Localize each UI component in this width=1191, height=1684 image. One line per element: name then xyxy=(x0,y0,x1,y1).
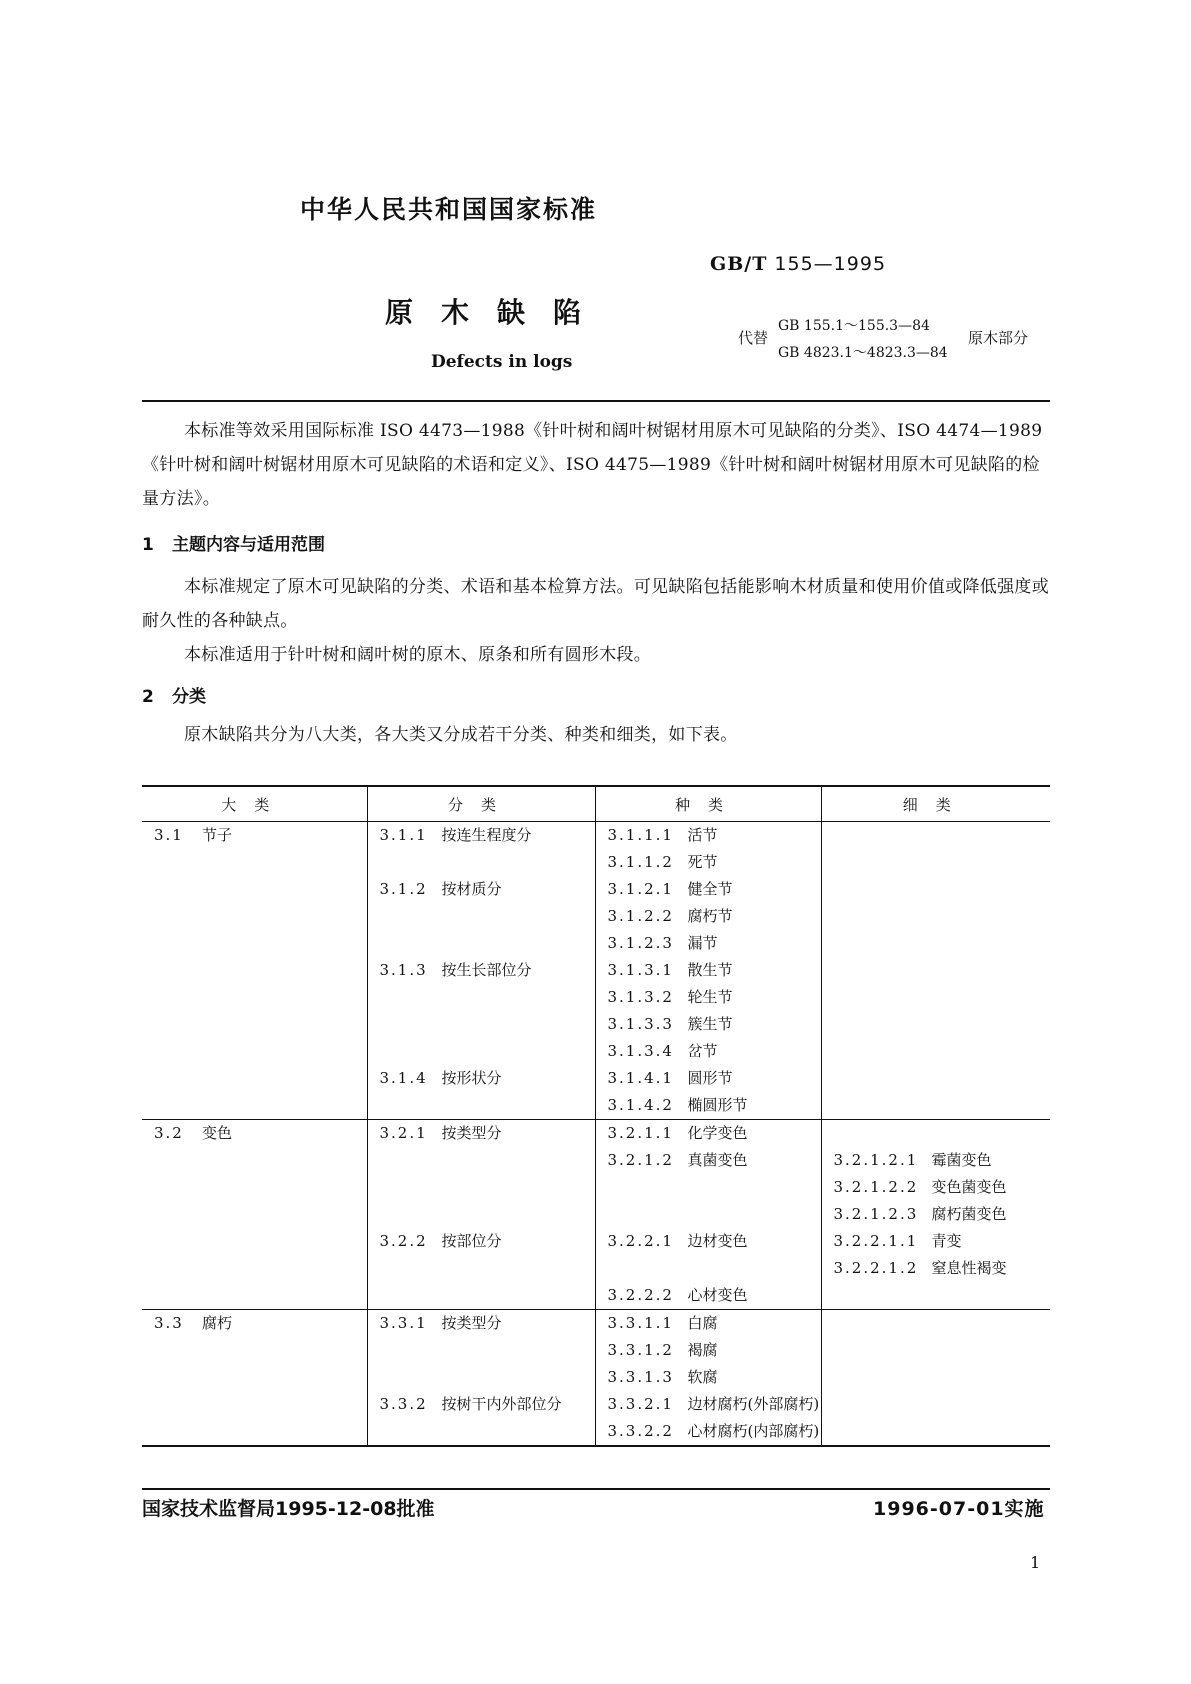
table-cell xyxy=(821,1364,1050,1391)
cell-code: 3.3.1.1 xyxy=(607,1314,674,1332)
cell-code: 3.3 xyxy=(154,1314,184,1332)
table-cell xyxy=(367,903,595,930)
cell-text: 软腐 xyxy=(687,1368,718,1386)
table-header-cell: 种类 xyxy=(595,786,821,822)
cell-text: 青变 xyxy=(931,1232,962,1250)
table-cell xyxy=(367,1418,595,1446)
cell-code: 3.1.3.4 xyxy=(607,1042,674,1060)
cell-text: 变色 xyxy=(202,1124,233,1142)
table-cell xyxy=(142,1147,367,1174)
table-cell xyxy=(821,930,1050,957)
table-row xyxy=(142,1120,1050,1148)
table-header-cell: 分类 xyxy=(367,786,595,822)
cell-code: 3.1.3.3 xyxy=(607,1015,674,1033)
table-row xyxy=(142,1364,1050,1391)
cell-code: 3.1.2.2 xyxy=(607,907,674,925)
table-row xyxy=(142,1310,1050,1338)
cell-text: 白腐 xyxy=(687,1314,718,1332)
intro-text: 本标准等效采用国际标准 ISO 4473—1988《针叶树和阔叶树锯材用原木可见缺陷的分类》、ISO 4474—1989《针叶树和阔叶树锯材用原木可见缺陷的术语和定义》、ISO 4475—1989《针叶树和阔叶树锯材用原木可见缺陷的检量方法》。 xyxy=(142,421,1043,509)
table-cell xyxy=(821,1255,1050,1282)
table-cell xyxy=(595,1011,821,1038)
table-cell xyxy=(595,957,821,984)
cell-text: 腐朽 xyxy=(202,1314,233,1332)
cell-code: 3.1.4.1 xyxy=(607,1069,674,1087)
table-cell xyxy=(367,1038,595,1065)
section-1-paragraph: 本标准规定了原木可见缺陷的分类、术语和基本检算方法。可见缺陷包括能影响木材质量和使用价值或降低强度或耐久性的各种缺点。 xyxy=(142,577,1049,631)
table-row xyxy=(142,822,1050,850)
org-title: 中华人民共和国国家标准 xyxy=(300,195,598,224)
table-cell xyxy=(821,903,1050,930)
table-cell xyxy=(142,1418,367,1446)
table-row xyxy=(142,984,1050,1011)
table-cell xyxy=(142,903,367,930)
table-cell xyxy=(821,1065,1050,1092)
replaced-standard: GB 4823.1～4823.3—84 xyxy=(778,345,948,361)
table-cell xyxy=(821,1147,1050,1174)
replaced-standards xyxy=(778,313,948,367)
cell-code: 3.2.1.1 xyxy=(607,1124,674,1142)
table-cell xyxy=(595,1201,821,1228)
section-2-body xyxy=(142,718,1050,752)
table-cell xyxy=(595,849,821,876)
table-cell xyxy=(367,1065,595,1092)
table-cell xyxy=(595,984,821,1011)
table-cell xyxy=(142,1391,367,1418)
table-row xyxy=(142,1038,1050,1065)
table-cell xyxy=(142,1201,367,1228)
table-cell xyxy=(142,1364,367,1391)
section-title: 分类 xyxy=(172,687,206,707)
table-cell xyxy=(595,1120,821,1148)
table-cell xyxy=(821,1201,1050,1228)
table-cell xyxy=(142,1065,367,1092)
table-cell xyxy=(821,1228,1050,1255)
table-cell xyxy=(595,903,821,930)
intro-paragraph xyxy=(142,414,1050,516)
cell-code: 3.1 xyxy=(154,826,184,844)
table-cell xyxy=(595,1391,821,1418)
table-cell xyxy=(367,984,595,1011)
cell-code: 3.1.4.2 xyxy=(607,1096,674,1114)
table-cell xyxy=(821,1337,1050,1364)
table-cell xyxy=(367,1255,595,1282)
cell-code: 3.1.1.2 xyxy=(607,853,674,871)
table-cell xyxy=(595,1065,821,1092)
table-cell xyxy=(367,1201,595,1228)
cell-code: 3.2.1.2.3 xyxy=(833,1205,919,1223)
table-cell xyxy=(367,1174,595,1201)
table-header-cell: 大类 xyxy=(142,786,367,822)
table-row xyxy=(142,1147,1050,1174)
cell-code: 3.3.2 xyxy=(379,1395,428,1413)
cell-text: 边材腐朽(外部腐朽) xyxy=(687,1395,820,1413)
cell-text: 边材变色 xyxy=(687,1232,748,1250)
table-cell xyxy=(595,1174,821,1201)
table-cell xyxy=(367,1310,595,1338)
table-cell xyxy=(367,930,595,957)
table-cell xyxy=(821,876,1050,903)
section-1-paragraph: 本标准适用于针叶树和阔叶树的原木、原条和所有圆形木段。 xyxy=(184,645,652,665)
table-cell xyxy=(595,1310,821,1338)
table-row xyxy=(142,1255,1050,1282)
table-cell xyxy=(595,1038,821,1065)
table-cell xyxy=(595,930,821,957)
footer-rule xyxy=(142,1488,1050,1490)
table-cell xyxy=(142,1092,367,1120)
cell-text: 死节 xyxy=(687,853,718,871)
document-title: 原木缺陷 xyxy=(385,296,610,329)
cell-code: 3.2.2.1 xyxy=(607,1232,674,1250)
cell-text: 簇生节 xyxy=(687,1015,733,1033)
cell-text: 按生长部位分 xyxy=(441,961,532,979)
table-cell xyxy=(367,876,595,903)
table-cell xyxy=(821,984,1050,1011)
page-number: 1 xyxy=(1030,1553,1041,1572)
cell-code: 3.3.1.3 xyxy=(607,1368,674,1386)
cell-code: 3.1.2.3 xyxy=(607,934,674,952)
cell-code: 3.1.1 xyxy=(379,826,428,844)
cell-code: 3.3.2.2 xyxy=(607,1422,674,1440)
cell-text: 褐腐 xyxy=(687,1341,718,1359)
table-cell xyxy=(821,1038,1050,1065)
cell-code: 3.1.2 xyxy=(379,880,428,898)
table-cell xyxy=(595,1092,821,1120)
cell-text: 腐朽菌变色 xyxy=(931,1205,1007,1223)
table-row xyxy=(142,1282,1050,1310)
cell-code: 3.2 xyxy=(154,1124,184,1142)
table-cell xyxy=(821,1418,1050,1446)
cell-code: 3.2.1.2.2 xyxy=(833,1178,919,1196)
table-row xyxy=(142,876,1050,903)
cell-text: 椭圆形节 xyxy=(687,1096,748,1114)
table-cell xyxy=(821,1391,1050,1418)
cell-text: 节子 xyxy=(202,826,233,844)
cell-code: 3.2.2.1.1 xyxy=(833,1232,919,1250)
cell-text: 腐朽节 xyxy=(687,907,733,925)
cell-text: 化学变色 xyxy=(687,1124,748,1142)
table-cell xyxy=(142,957,367,984)
table-cell xyxy=(367,822,595,850)
table-cell xyxy=(142,1310,367,1338)
section-number: 2 xyxy=(142,687,154,707)
cell-code: 3.1.3.1 xyxy=(607,961,674,979)
cell-text: 变色菌变色 xyxy=(931,1178,1007,1196)
cell-code: 3.2.1.2.1 xyxy=(833,1151,919,1169)
table-cell xyxy=(142,1038,367,1065)
table-header-row xyxy=(142,786,1050,822)
cell-text: 窒息性褐变 xyxy=(931,1259,1007,1277)
table-cell xyxy=(367,1282,595,1310)
cell-code: 3.3.1.2 xyxy=(607,1341,674,1359)
cell-text: 岔节 xyxy=(687,1042,718,1060)
table-header-cell: 细类 xyxy=(821,786,1050,822)
table-cell xyxy=(142,1255,367,1282)
table-cell xyxy=(821,1092,1050,1120)
cell-code: 3.2.1 xyxy=(379,1124,428,1142)
table-row xyxy=(142,957,1050,984)
effective-date: 1996-07-01实施 xyxy=(873,1498,1045,1520)
table-cell xyxy=(821,1011,1050,1038)
table-cell xyxy=(595,1282,821,1310)
table-cell xyxy=(595,876,821,903)
table-cell xyxy=(595,1228,821,1255)
table-cell xyxy=(595,1418,821,1446)
table-cell xyxy=(142,1337,367,1364)
cell-code: 3.1.3 xyxy=(379,961,428,979)
section-2-heading xyxy=(142,682,206,707)
cell-code: 3.2.2.2 xyxy=(607,1286,674,1304)
table-row xyxy=(142,1201,1050,1228)
cell-text: 霉菌变色 xyxy=(931,1151,992,1169)
cell-code: 3.1.2.1 xyxy=(607,880,674,898)
english-title: Defects in logs xyxy=(431,352,573,372)
table-cell xyxy=(142,1011,367,1038)
cell-code: 3.1.3.2 xyxy=(607,988,674,1006)
section-2-paragraph: 原木缺陷共分为八大类，各大类又分成若干分类、种类和细类，如下表。 xyxy=(184,725,738,745)
table-cell xyxy=(595,822,821,850)
cell-text: 按类型分 xyxy=(441,1314,502,1332)
cell-code: 3.2.2 xyxy=(379,1232,428,1250)
table-cell xyxy=(142,930,367,957)
cell-code: 3.3.1 xyxy=(379,1314,428,1332)
standard-code xyxy=(710,253,886,275)
table-cell xyxy=(821,957,1050,984)
cell-code: 3.2.2.1.2 xyxy=(833,1259,919,1277)
table-cell xyxy=(367,1391,595,1418)
table-cell xyxy=(821,1282,1050,1310)
cell-text: 按部位分 xyxy=(441,1232,502,1250)
table-cell xyxy=(142,1174,367,1201)
cell-text: 漏节 xyxy=(687,934,718,952)
table-row xyxy=(142,1418,1050,1446)
table-cell xyxy=(821,1120,1050,1148)
table-cell xyxy=(367,1011,595,1038)
cell-text: 散生节 xyxy=(687,961,733,979)
section-1-heading xyxy=(142,530,325,555)
table-cell xyxy=(595,1364,821,1391)
table-cell xyxy=(142,1282,367,1310)
table-cell xyxy=(367,1092,595,1120)
table-row xyxy=(142,1065,1050,1092)
section-title: 主题内容与适用范围 xyxy=(172,535,325,555)
cell-text: 按形状分 xyxy=(441,1069,502,1087)
approval-line: 国家技术监督局1995-12-08批准 xyxy=(142,1498,435,1520)
table-cell xyxy=(367,957,595,984)
table-cell xyxy=(142,1228,367,1255)
table-row xyxy=(142,1228,1050,1255)
header-rule xyxy=(142,400,1050,402)
table-cell xyxy=(142,822,367,850)
cell-text: 按树干内外部位分 xyxy=(441,1395,562,1413)
table-cell xyxy=(367,1147,595,1174)
standard-code-number: 155—1995 xyxy=(774,253,887,275)
cell-text: 圆形节 xyxy=(687,1069,733,1087)
cell-text: 真菌变色 xyxy=(687,1151,748,1169)
table-cell xyxy=(821,849,1050,876)
table-row xyxy=(142,903,1050,930)
replaces-note: 原木部分 xyxy=(968,329,1029,347)
section-1-body xyxy=(142,570,1050,672)
table-cell xyxy=(367,849,595,876)
table-row xyxy=(142,849,1050,876)
table-cell xyxy=(595,1255,821,1282)
table-cell xyxy=(367,1228,595,1255)
table-cell xyxy=(142,876,367,903)
cell-text: 心材腐朽(内部腐朽) xyxy=(687,1422,820,1440)
table-row xyxy=(142,930,1050,957)
table-cell xyxy=(821,1174,1050,1201)
table-cell xyxy=(367,1120,595,1148)
table-row xyxy=(142,1337,1050,1364)
table-cell xyxy=(821,1310,1050,1338)
table-row xyxy=(142,1174,1050,1201)
cell-code: 3.3.2.1 xyxy=(607,1395,674,1413)
cell-text: 活节 xyxy=(687,826,718,844)
cell-code: 3.2.1.2 xyxy=(607,1151,674,1169)
table-cell xyxy=(821,822,1050,850)
cell-text: 按材质分 xyxy=(441,880,502,898)
cell-text: 健全节 xyxy=(687,880,733,898)
cell-code: 3.1.1.1 xyxy=(607,826,674,844)
standard-code-prefix: GB/T xyxy=(710,253,768,275)
defect-classification-table xyxy=(142,785,1050,1447)
table-cell xyxy=(367,1337,595,1364)
table-cell xyxy=(595,1147,821,1174)
table-cell xyxy=(595,1337,821,1364)
cell-text: 按类型分 xyxy=(441,1124,502,1142)
table-cell xyxy=(142,984,367,1011)
table-row xyxy=(142,1011,1050,1038)
section-number: 1 xyxy=(142,535,154,555)
cell-text: 按连生程度分 xyxy=(441,826,532,844)
cell-text: 心材变色 xyxy=(687,1286,748,1304)
replaced-standard: GB 155.1～155.3—84 xyxy=(778,318,930,334)
table-cell xyxy=(142,849,367,876)
cell-text: 轮生节 xyxy=(687,988,733,1006)
table-cell xyxy=(142,1120,367,1148)
cell-code: 3.1.4 xyxy=(379,1069,428,1087)
table-row xyxy=(142,1092,1050,1120)
table-row xyxy=(142,1391,1050,1418)
replaces-label: 代替 xyxy=(738,329,769,347)
table-cell xyxy=(367,1364,595,1391)
